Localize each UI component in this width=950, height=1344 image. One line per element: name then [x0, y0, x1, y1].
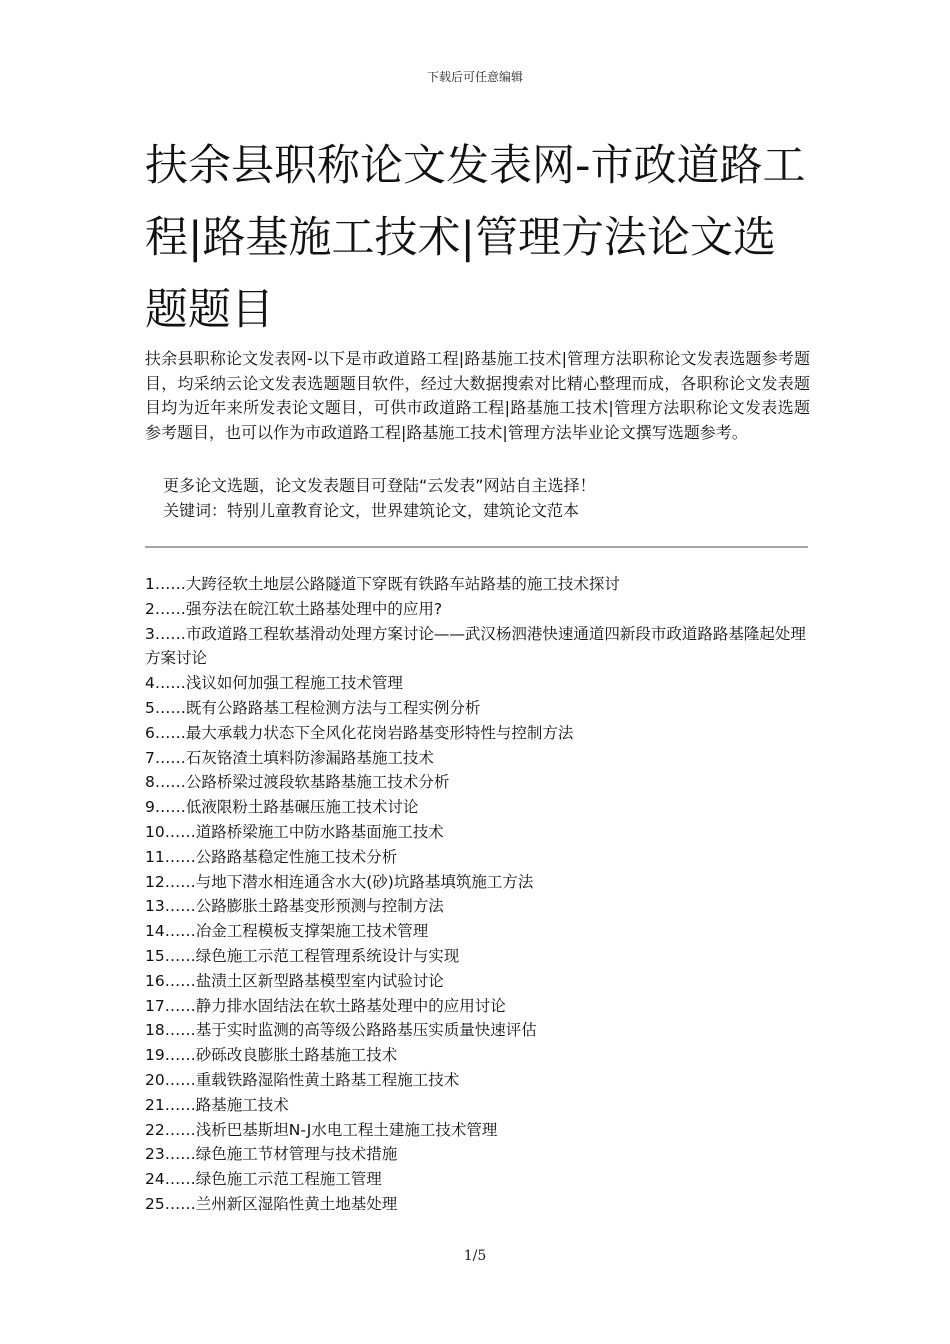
topic-item: 5……既有公路路基工程检测方法与工程实例分析	[145, 698, 481, 717]
topic-item: 8……公路桥梁过渡段软基路基施工技术分析	[145, 773, 450, 792]
topic-item: 21……路基施工技术	[145, 1095, 289, 1114]
topic-item: 15……绿色施工示范工程管理系统设计与实现	[145, 946, 460, 965]
topic-item: 2……强夯法在皖江软土路基处理中的应用?	[145, 599, 443, 618]
topic-item: 24……绿色施工示范工程施工管理	[145, 1170, 382, 1189]
topic-item: 19……砂砾改良膨胀土路基施工技术	[145, 1046, 398, 1065]
topic-item: 1……大跨径软土地层公路隧道下穿既有铁路车站路基的施工技术探讨	[145, 575, 620, 593]
topic-item: 18……基于实时监测的高等级公路路基压实质量快速评估	[145, 1021, 537, 1040]
topic-item: 10……道路桥梁施工中防水路基面施工技术	[145, 822, 444, 841]
topic-item: 7……石灰铬渣土填料防渗漏路基施工技术	[145, 748, 434, 767]
topic-item: 6……最大承载力状态下全风化花岗岩路基变形特性与控制方法	[145, 723, 574, 742]
section-divider	[145, 546, 808, 548]
topic-item: 3……市政道路工程软基滑动处理方案讨论——武汉杨泗港快速通道四新段市政道路路基隆起处理方案讨论	[145, 624, 806, 668]
topic-item: 25……兰州新区湿陷性黄土地基处理	[145, 1194, 398, 1213]
intro-paragraph: 扶余县职称论文发表网-以下是市政道路工程|路基施工技术|管理方法职称论文发表选题参考题目，均采纳云论文发表选题题目软件，经过大数据搜索对比精心整理而成，各职称论文发表题目均为近年来所发表论文题目，可供市政道路工程|路基施工技术|管理方法职称论文发表选题参考题目，也可以作为市政道路工程|路基施工技术|管理方法毕业论文撰写选题参考。	[145, 349, 810, 442]
topic-item: 11……公路路基稳定性施工技术分析	[145, 847, 398, 866]
page-number: 1/5	[463, 1248, 487, 1264]
topic-item: 16……盐渍土区新型路基模型室内试验讨论	[145, 971, 444, 990]
topic-list	[145, 572, 810, 1217]
topic-item: 4……浅议如何加强工程施工技术管理	[145, 674, 403, 693]
topic-item: 17……静力排水固结法在软土路基处理中的应用讨论	[145, 996, 506, 1015]
topic-item: 14……冶金工程模板支撑架施工技术管理	[145, 922, 429, 941]
topic-item: 13……公路膨胀土路基变形预测与控制方法	[145, 897, 444, 916]
topic-item: 23……绿色施工节材管理与技术措施	[145, 1145, 398, 1164]
document-title: 扶余县职称论文发表网-市政道路工程|路基施工技术|管理方法论文选题题目	[145, 141, 806, 335]
page-header: 下载后可任意编辑	[426, 70, 523, 84]
topic-item: 9……低液限粉土路基碾压施工技术讨论	[145, 798, 419, 817]
more-topics-line: 更多论文选题，论文发表题目可登陆“云发表”网站自主选择！	[163, 476, 596, 495]
topic-item: 22……浅析巴基斯坦N-J水电工程土建施工技术管理	[145, 1120, 498, 1139]
topic-item: 12……与地下潜水相连通含水大(砂)坑路基填筑施工方法	[145, 872, 534, 891]
topic-item: 20……重载铁路湿陷性黄土路基工程施工技术	[145, 1070, 460, 1089]
keywords-line: 关键词：特别儿童教育论文，世界建筑论文，建筑论文范本	[163, 501, 580, 520]
